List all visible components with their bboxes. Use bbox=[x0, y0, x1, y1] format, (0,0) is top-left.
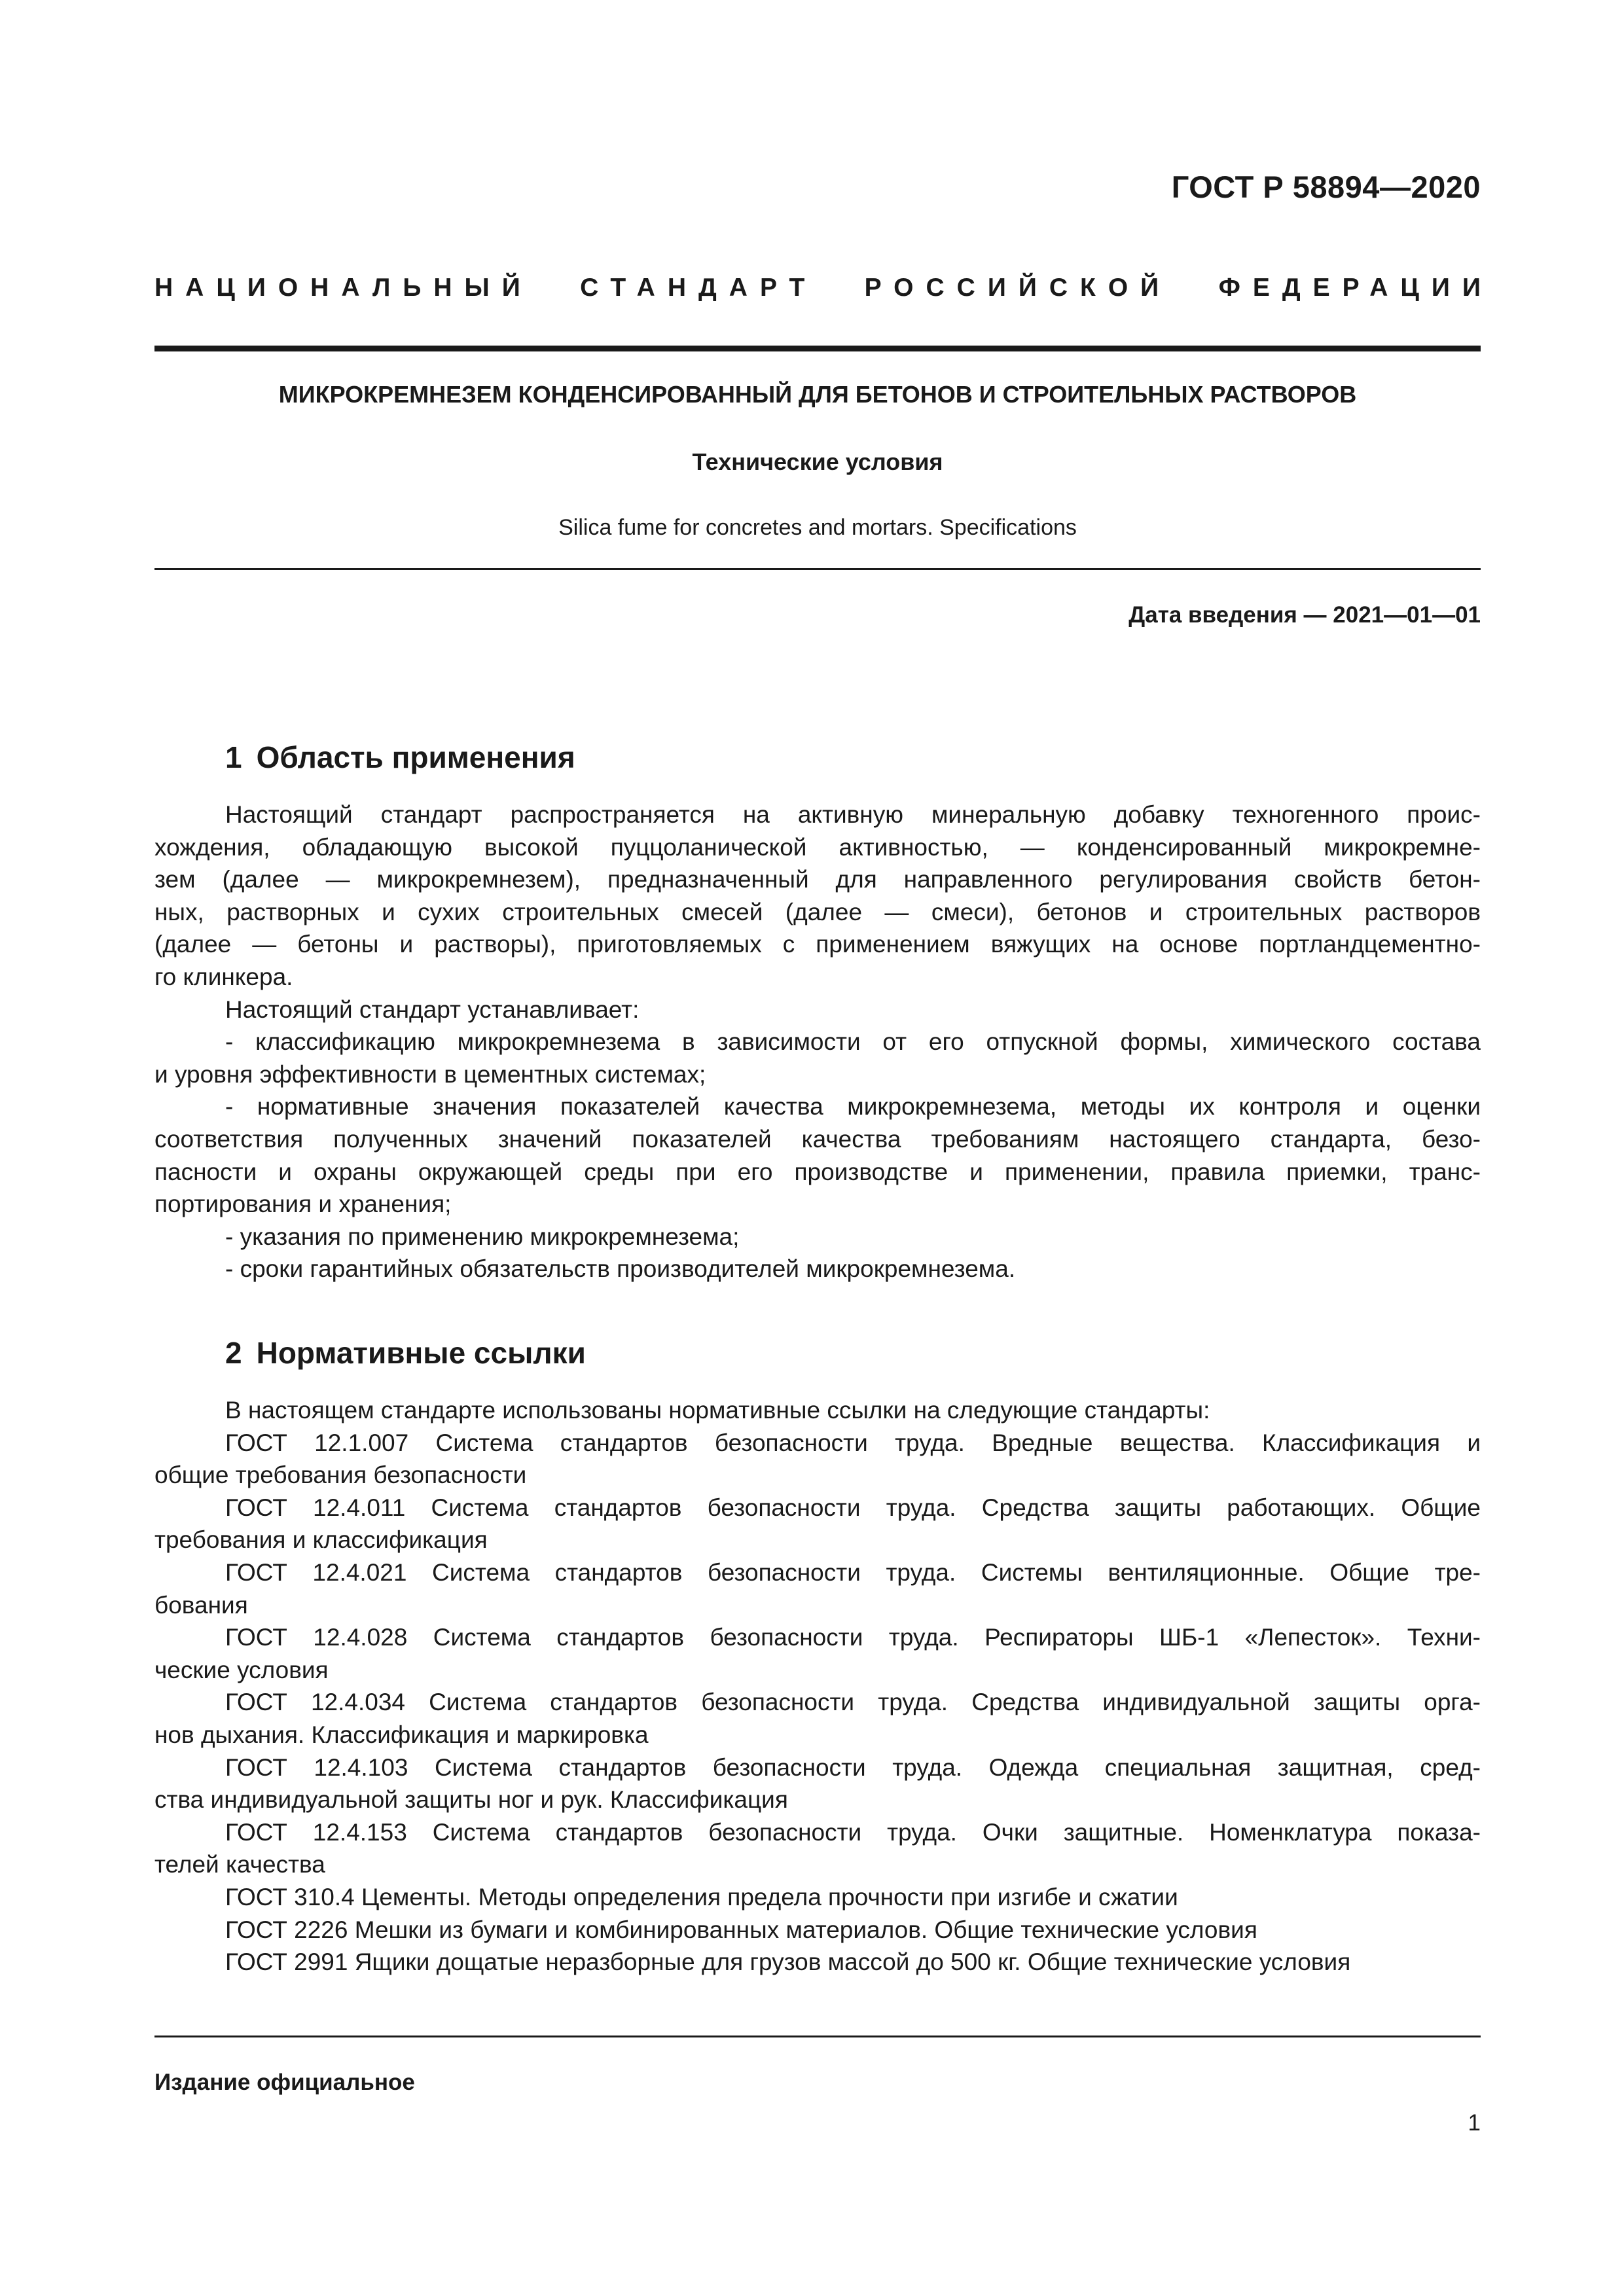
reference-line: ГОСТ 12.4.103 Система стандартов безопасности труда. Одежда специальная защитная, сред- bbox=[225, 1753, 1481, 1781]
national-word: СТАНДАРТ bbox=[580, 274, 818, 302]
reference-line: бования bbox=[154, 1591, 248, 1619]
reference-line: нов дыхания. Классификация и маркировка bbox=[154, 1721, 649, 1748]
document-subtitle: Технические условия bbox=[692, 448, 943, 475]
introduction-date: Дата введения — 2021—01—01 bbox=[1128, 602, 1481, 628]
text-line: пасности и охраны окружающей среды при его производстве и применении, правила приемки, транс- bbox=[154, 1158, 1481, 1185]
page-number: 1 bbox=[1468, 2110, 1481, 2136]
edition-label: Издание официальное bbox=[154, 2070, 415, 2095]
section-2-body bbox=[154, 1394, 1481, 1979]
document-title: МИКРОКРЕМНЕЗЕМ КОНДЕНСИРОВАННЫЙ ДЛЯ БЕТОНОВ И СТРОИТЕЛЬНЫХ РАСТВОРОВ bbox=[278, 381, 1357, 408]
national-standard-heading bbox=[154, 274, 1493, 302]
text-line: соответствия полученных значений показателей качества требованиям настоящего стандарта, безо- bbox=[154, 1125, 1481, 1153]
reference-line: общие требования безопасности bbox=[154, 1462, 527, 1489]
section-heading bbox=[225, 1335, 586, 1371]
section-number: 2 bbox=[225, 1336, 242, 1370]
reference-line: ГОСТ 12.4.021 Система стандартов безопасности труда. Системы вентиляционные. Общие тре- bbox=[225, 1558, 1481, 1586]
text-line: (далее — бетоны и растворы), приготовляемых с применением вяжущих на основе портландцементно- bbox=[154, 931, 1481, 958]
section-number: 1 bbox=[225, 740, 242, 774]
reference-line: ГОСТ 12.4.028 Система стандартов безопасности труда. Респираторы ШБ-1 «Лепесток». Техни- bbox=[225, 1624, 1481, 1651]
reference-line: ГОСТ 2226 Мешки из бумаги и комбинированных материалов. Общие технические условия bbox=[225, 1916, 1257, 1943]
national-word: РОССИЙСКОЙ bbox=[864, 274, 1172, 302]
reference-line: ГОСТ 12.1.007 Система стандартов безопасности труда. Вредные вещества. Классификация и bbox=[225, 1429, 1481, 1456]
header-divider bbox=[154, 346, 1481, 351]
reference-line: ГОСТ 310.4 Цементы. Методы определения предела прочности при изгибе и сжатии bbox=[225, 1883, 1178, 1910]
section-heading bbox=[225, 740, 575, 775]
section-title: Нормативные ссылки bbox=[256, 1336, 586, 1370]
reference-line: требования и классификация bbox=[154, 1526, 488, 1554]
standard-number: ГОСТ Р 58894—2020 bbox=[1171, 170, 1481, 204]
reference-line: ГОСТ 12.4.153 Система стандартов безопасности труда. Очки защитные. Номенклатура показа- bbox=[225, 1818, 1481, 1846]
reference-line: ства индивидуальной защиты ног и рук. Классификация bbox=[154, 1786, 788, 1814]
footer-divider bbox=[154, 2036, 1481, 2037]
text-line: и уровня эффективности в цементных системах; bbox=[154, 1060, 706, 1088]
reference-line: телей качества bbox=[154, 1851, 325, 1878]
text-line: го клинкера. bbox=[154, 963, 293, 990]
english-title: Silica fume for concretes and mortars. Specifications bbox=[558, 515, 1077, 540]
reference-line: ГОСТ 2991 Ящики дощатые неразборные для грузов массой до 500 кг. Общие технические условия bbox=[225, 1948, 1351, 1976]
text-line: зем (далее — микрокремнезем), предназначенный для направленного регулирования свойств бетон- bbox=[154, 866, 1481, 893]
text-line: ных, растворных и сухих строительных смесей (далее — смеси), бетонов и строительных растворов bbox=[154, 898, 1481, 925]
reference-line: ГОСТ 12.4.034 Система стандартов безопасности труда. Средства индивидуальной защиты орга- bbox=[225, 1689, 1481, 1716]
text-line: портирования и хранения; bbox=[154, 1191, 452, 1218]
title-divider bbox=[154, 568, 1481, 570]
list-item-line: - классификацию микрокремнезема в зависимости от его отпускной формы, химического состава bbox=[225, 1028, 1481, 1056]
reference-line: ческие условия bbox=[154, 1656, 329, 1683]
list-item-line: - указания по применению микрокремнезема; bbox=[225, 1223, 740, 1250]
reference-line: ГОСТ 12.4.011 Система стандартов безопасности труда. Средства защиты работающих. Общие bbox=[225, 1494, 1481, 1521]
text-line: хождения, обладающую высокой пуццоланической активностью, — конденсированный микрокремне- bbox=[154, 833, 1481, 861]
national-word: ФЕДЕРАЦИИ bbox=[1218, 274, 1493, 302]
list-item-line: - сроки гарантийных обязательств производителей микрокремнезема. bbox=[225, 1255, 1016, 1283]
list-item-line: - нормативные значения показателей качества микрокремнезема, методы их контроля и оценки bbox=[225, 1093, 1481, 1121]
text-line: В настоящем стандарте использованы нормативные ссылки на следующие стандарты: bbox=[225, 1397, 1210, 1424]
section-1-body bbox=[154, 798, 1481, 1285]
national-word: НАЦИОНАЛЬНЫЙ bbox=[154, 274, 533, 302]
text-line: Настоящий стандарт распространяется на активную минеральную добавку техногенного проис- bbox=[225, 801, 1481, 828]
section-title: Область применения bbox=[256, 740, 575, 774]
document-page bbox=[154, 0, 1493, 2296]
text-line: Настоящий стандарт устанавливает: bbox=[225, 996, 640, 1023]
